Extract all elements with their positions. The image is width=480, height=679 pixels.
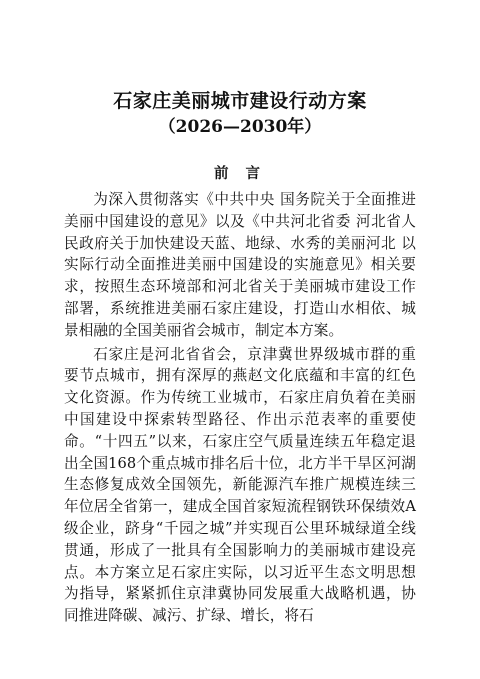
paragraph-2: 石家庄是河北省省会，京津冀世界级城市群的重要节点城市，拥有深厚的燕赵文化底蕴和丰富的红色文化资源。作为传统工业城市，石家庄肩负着在美丽中国建设中探索转型路径、作出示范表率的重要使命。“十四五”以来，石家庄空气质量连续五年稳定退出全国168个重点城市排名后十位，北方半干旱区河湖生态修复成效全国领先，新能源汽车推广规模连续三年位居全省第一，建成全国首家短流程钢铁环保绩效A级企业，跻身“千园之城”并实现百公里环城绿道全线贯通，形成了一批具有全国影响力的美丽城市建设亮点。本方案立足石家庄实际，以习近平生态文明思想为指导，紧紧抓住京津冀协同发展重大战略机遇，协同推进降碳、减污、扩绿、增长，将石 — [64, 345, 416, 625]
document-subtitle: （2026—2030年） — [158, 117, 322, 137]
document-title: 石家庄美丽城市建设行动方案 — [113, 90, 367, 112]
section-heading-preface: 前 言 — [213, 165, 267, 182]
paragraph-1: 为深入贯彻落实《中共中央 国务院关于全面推进美丽中国建设的意见》以及《中共河北省委 河北省人民政府关于加快建设天蓝、地绿、水秀的美丽河北 以实际行动全面推进美丽中国建设的实施意见》相关要求，按照生态环境部和河北省关于美丽城市建设工作部署，系统推进美丽石家庄建设，打造山水相依、城景相融的全国美丽省会城市，制定本方案。 — [64, 191, 416, 339]
